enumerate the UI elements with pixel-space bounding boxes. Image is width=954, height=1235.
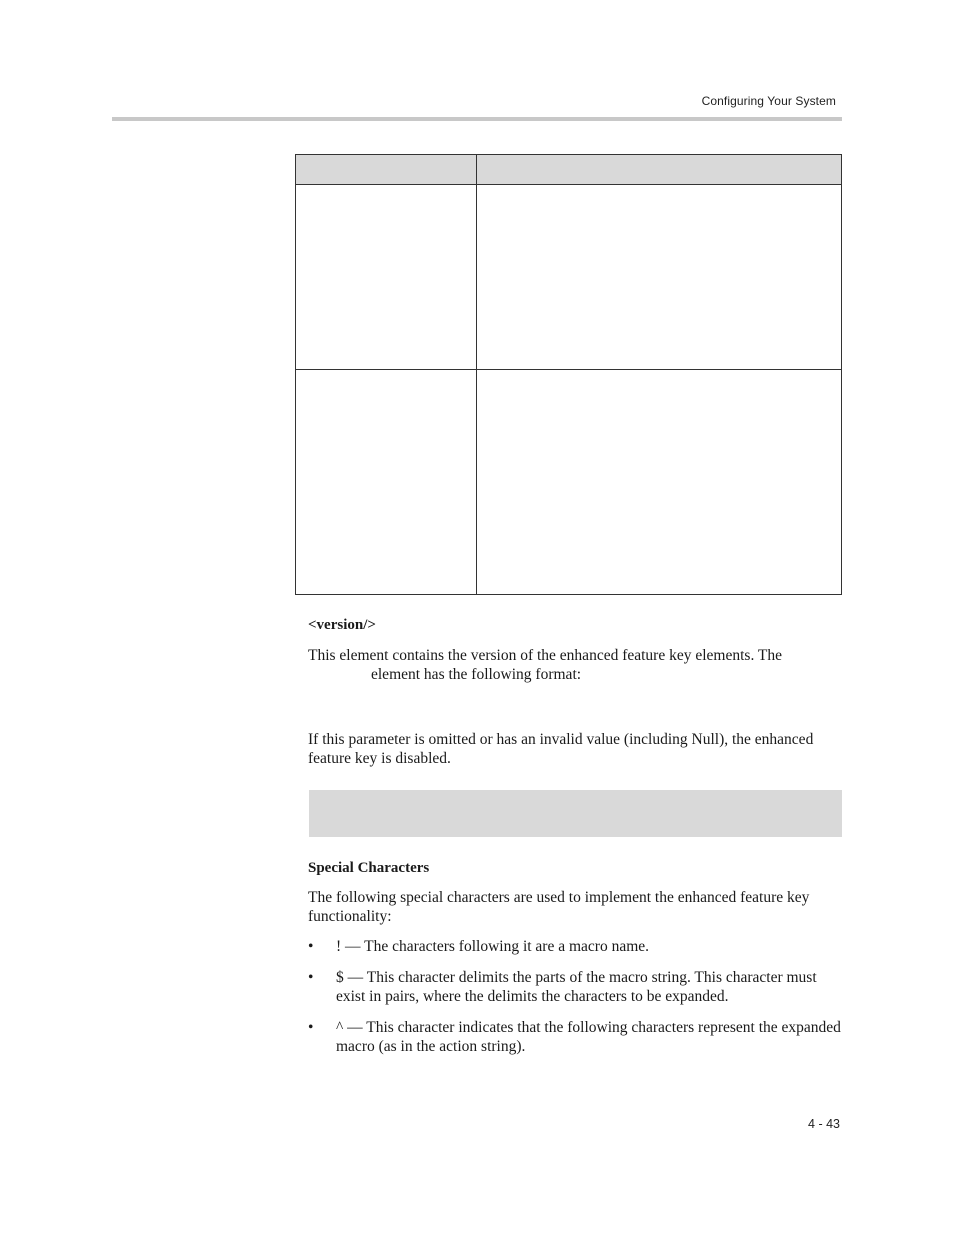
special-characters-list xyxy=(308,937,848,1068)
version-intro-paragraph xyxy=(308,646,848,684)
table-row xyxy=(296,185,841,370)
table-cell xyxy=(296,370,477,594)
table-cell xyxy=(477,185,841,369)
page-number: 4 - 43 xyxy=(808,1117,840,1131)
table-cell xyxy=(296,185,477,369)
bullet-text: $ — This character delimits the parts of the macro string. This character must exist in pairs, where the delimits the characters to be expanded. xyxy=(336,969,817,1005)
header-rule xyxy=(112,117,842,121)
note-box xyxy=(309,790,842,837)
bullet-glyph: • xyxy=(308,1019,314,1036)
list-item xyxy=(308,968,848,1006)
table-row xyxy=(296,370,841,594)
table-header-row xyxy=(296,155,841,185)
bullet-glyph: • xyxy=(308,938,314,955)
parameter-table xyxy=(295,154,842,595)
table-header-cell xyxy=(477,155,841,184)
bullet-glyph: • xyxy=(308,969,314,986)
bullet-text: ! — The characters following it are a macro name. xyxy=(336,938,650,955)
table-header-cell xyxy=(296,155,477,184)
version-intro-line2: element has the following format: xyxy=(371,666,582,683)
version-heading: <version/> xyxy=(308,617,376,633)
disabled-note-paragraph: If this parameter is omitted or has an invalid value (including Null), the enhanced feature key is disabled. xyxy=(308,731,814,767)
special-characters-heading: Special Characters xyxy=(308,860,430,876)
list-item xyxy=(308,937,848,956)
version-intro-line1: This element contains the version of the enhanced feature key elements. The xyxy=(308,647,783,664)
running-header: Configuring Your System xyxy=(701,94,836,108)
special-characters-intro: The following special characters are used to implement the enhanced feature key functionality: xyxy=(308,889,810,925)
table-cell xyxy=(477,370,841,594)
bullet-text: ^ — This character indicates that the following characters represent the expanded macro (as in the action string). xyxy=(336,1019,841,1055)
list-item xyxy=(308,1018,848,1056)
